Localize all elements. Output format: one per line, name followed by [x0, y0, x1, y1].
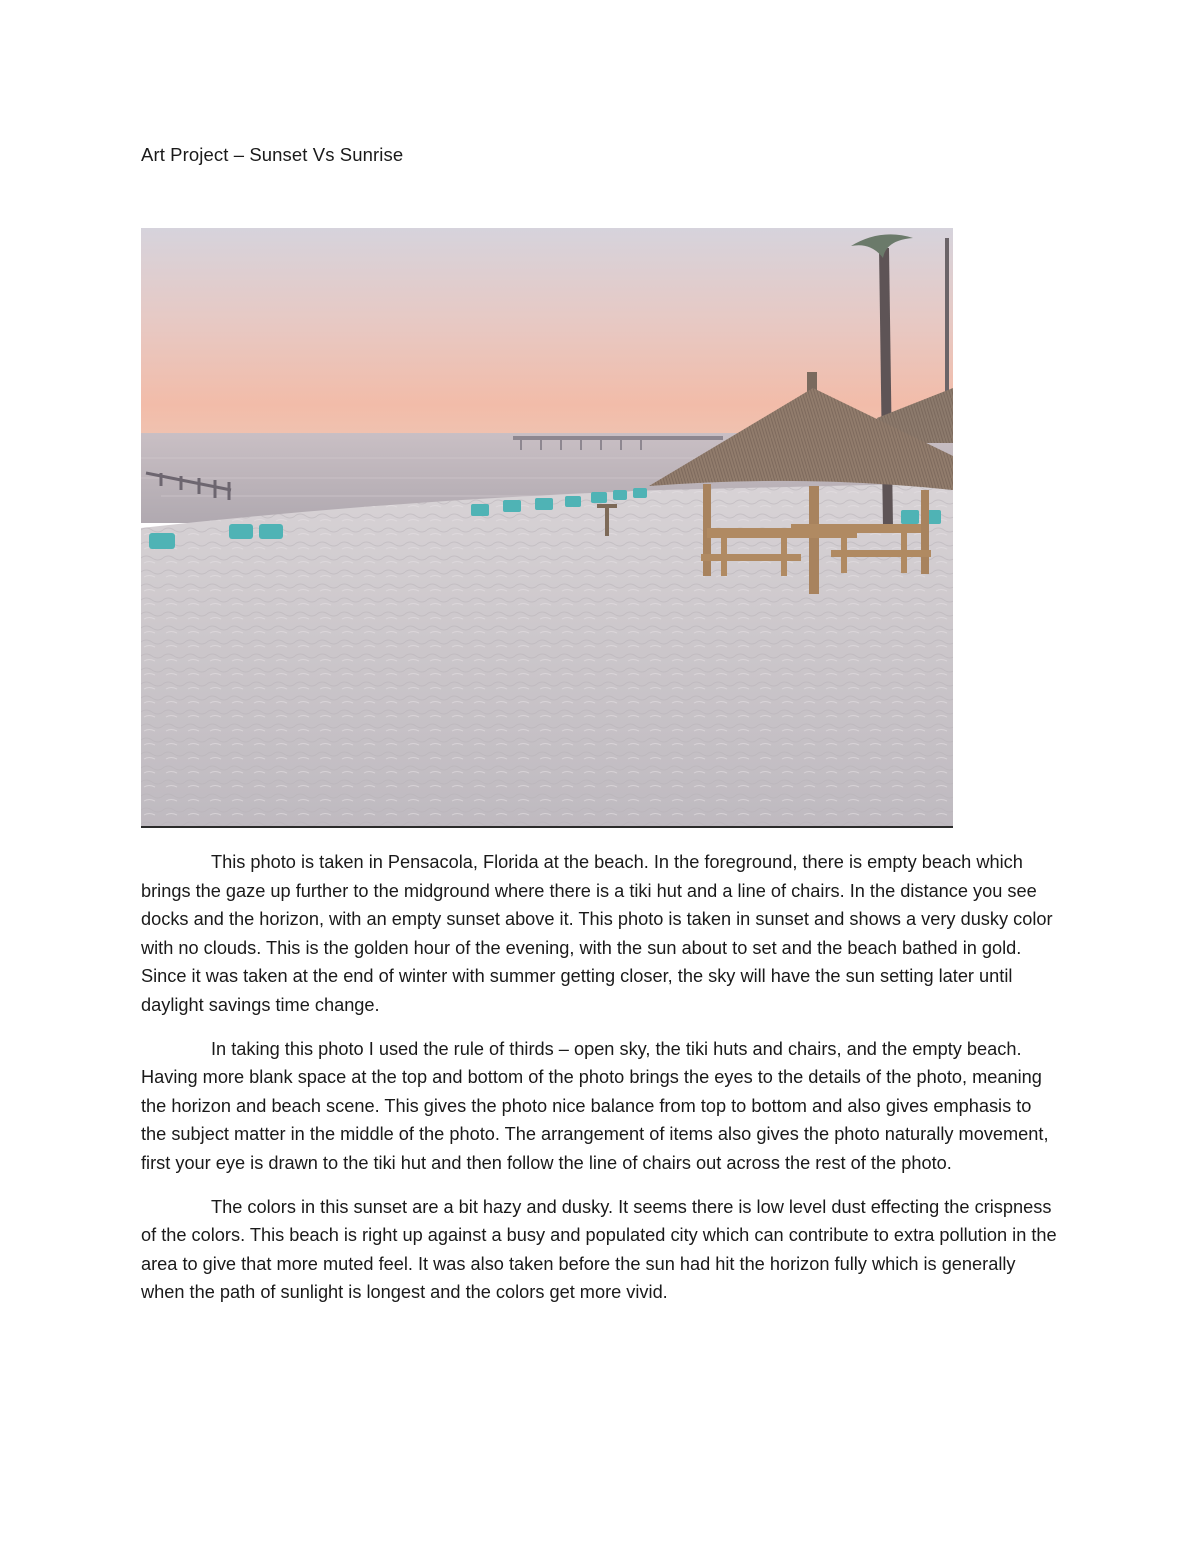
document-title: Art Project – Sunset Vs Sunrise — [141, 144, 404, 165]
paragraph-1: This photo is taken in Pensacola, Florida at the beach. In the foreground, there is empty beach which brings the gaze up further to the midground where there is a tiki hut and a line of chairs. In the distance you see docks and the horizon, with an empty sunset above it. This photo is taken in sunset and shows a very dusky color with no clouds. This is the golden hour of the evening, with the sun about to set and the beach bathed in gold. Since it was taken at the end of winter with summer getting closer, the sky will have the sun setting later until daylight savings time change. — [141, 852, 1053, 1015]
paragraph-3: The colors in this sunset are a bit hazy and dusky. It seems there is low level dust effecting the crispness of the colors. This beach is right up against a busy and populated city which can contribute to extra pollution in the area to give that more muted feel. It was also taken before the sun had hit the horizon fully which is generally when the path of sunlight is longest and the colors get more vivid. — [141, 1196, 1057, 1303]
paragraph-2: In taking this photo I used the rule of thirds – open sky, the tiki huts and chairs, and the empty beach. Having more blank space at the top and bottom of the photo brings the eyes to the details of the photo, meaning the horizon and beach scene. This gives the photo nice balance from top to bottom and also gives emphasis to the subject matter in the middle of the photo. The arrangement of items also gives the photo naturally movement, first your eye is drawn to the tiki hut and then follow the line of chairs out across the rest of the photo. — [141, 1038, 1049, 1173]
beach-sunset-photo-icon — [141, 228, 953, 826]
document-body — [141, 848, 1061, 1322]
beach-sunset-photo — [141, 228, 953, 828]
